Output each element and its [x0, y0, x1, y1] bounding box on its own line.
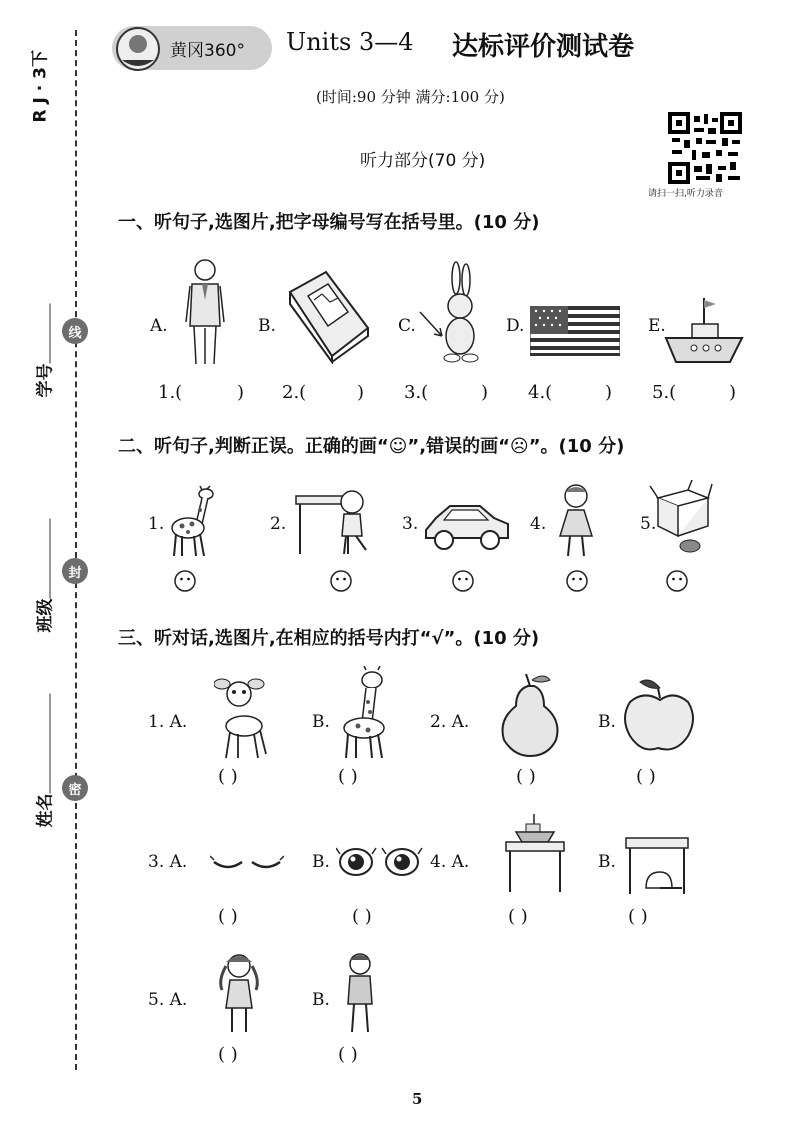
rabbit-picture [418, 260, 484, 364]
qr-caption: 请扫一扫,听力录音 [648, 189, 723, 199]
smiley-1-icon[interactable] [174, 570, 196, 592]
s3-q1-a-label: 1. A. [148, 712, 188, 732]
boat-on-desk-picture [504, 812, 566, 894]
s3-q2-b-label: B. [598, 712, 616, 732]
section-2-heading: 二、听句子,判断正误。正确的画“☺”,错误的画“☹”。(10 分) [118, 436, 625, 457]
part-title: 听力部分(70 分) [360, 151, 486, 171]
girl-with-pigtails-picture [214, 950, 264, 1036]
s3-q1-b-label: B. [312, 712, 330, 732]
cut-line [75, 30, 77, 1070]
name-label: 姓名 [31, 678, 56, 828]
s3-q3-a-label: 3. A. [148, 852, 188, 872]
s1-answer-4[interactable]: 4.( ) [528, 382, 612, 403]
s2-label-3: 3. [402, 514, 419, 534]
s1-answer-2[interactable]: 2.( ) [282, 382, 364, 403]
s3-q1-b-paren[interactable]: ( ) [338, 766, 358, 787]
s3-q5-a-label: 5. A. [148, 990, 188, 1010]
s3-q5-a-paren[interactable]: ( ) [218, 1044, 238, 1065]
s3-q3-b-label: B. [312, 852, 330, 872]
page-title: 达标评价测试卷 [452, 32, 635, 62]
smiley-5-icon[interactable] [666, 570, 688, 592]
car-picture [422, 498, 512, 554]
s3-q4-a-label: 4. A. [430, 852, 470, 872]
s1-label-d: D. [506, 316, 525, 336]
s3-q3-a-paren[interactable]: ( ) [218, 906, 238, 927]
s1-label-a: A. [150, 316, 168, 336]
brand-name: 黄冈360° [170, 41, 245, 61]
section-1-heading: 一、听句子,选图片,把字母编号写在括号里。(10 分) [118, 212, 540, 233]
brand-logo-icon [114, 26, 162, 72]
box-and-bird-picture [648, 480, 714, 556]
smiley-2-icon[interactable] [330, 570, 352, 592]
s1-answer-1[interactable]: 1.( ) [158, 382, 244, 403]
exam-meta: (时间:90 分钟 满分:100 分) [316, 88, 505, 106]
us-flag-picture [530, 306, 620, 356]
s2-label-2: 2. [270, 514, 287, 534]
s3-q2-a-paren[interactable]: ( ) [516, 766, 536, 787]
s3-q5-b-label: B. [312, 990, 330, 1010]
s2-label-5: 5. [640, 514, 657, 534]
s3-q2-a-label: 2. A. [430, 712, 470, 732]
s1-answer-3[interactable]: 3.( ) [404, 382, 488, 403]
boy-picture [340, 950, 380, 1036]
page-number: 5 [412, 1090, 423, 1108]
s3-q1-a-paren[interactable]: ( ) [218, 766, 238, 787]
deer-picture [214, 672, 272, 760]
qr-code-icon[interactable] [668, 112, 742, 184]
smiley-4-icon[interactable] [566, 570, 588, 592]
s3-q5-b-paren[interactable]: ( ) [338, 1044, 358, 1065]
student-id-label: 学号 [31, 288, 56, 398]
smiley-3-icon[interactable] [452, 570, 474, 592]
class-label: 班级 [31, 503, 56, 633]
s1-label-b: B. [258, 316, 276, 336]
s3-q2-b-paren[interactable]: ( ) [636, 766, 656, 787]
seal-badge-mi: 密 [62, 775, 88, 801]
seal-badge-xian: 线 [62, 318, 88, 344]
seal-badge-feng: 封 [62, 558, 88, 584]
s3-q4-b-paren[interactable]: ( ) [628, 906, 648, 927]
book-picture [286, 268, 372, 364]
s2-label-1: 1. [148, 514, 165, 534]
closed-eyes-picture [210, 850, 284, 874]
cap-under-desk-picture [624, 834, 690, 896]
units-title: Units 3—4 [286, 28, 414, 56]
apple-picture [620, 676, 698, 756]
s1-label-e: E. [648, 316, 666, 336]
grade-code: R J · 3下 [30, 50, 51, 123]
man-in-suit-picture [182, 256, 228, 370]
pear-picture [494, 670, 566, 758]
boy-and-desk-picture [294, 480, 378, 558]
s1-answer-5[interactable]: 5.( ) [652, 382, 736, 403]
s1-label-c: C. [398, 316, 416, 336]
s2-label-4: 4. [530, 514, 547, 534]
section-3-heading: 三、听对话,选图片,在相应的括号内打“√”。(10 分) [118, 628, 540, 649]
s3-q4-a-paren[interactable]: ( ) [508, 906, 528, 927]
giraffe-picture [166, 484, 216, 558]
ship-picture [664, 294, 744, 368]
open-eyes-picture [336, 842, 424, 882]
s3-q3-b-paren[interactable]: ( ) [352, 906, 372, 927]
giraffe-picture-2 [338, 666, 392, 760]
girl-picture [554, 482, 600, 562]
s3-q4-b-label: B. [598, 852, 616, 872]
